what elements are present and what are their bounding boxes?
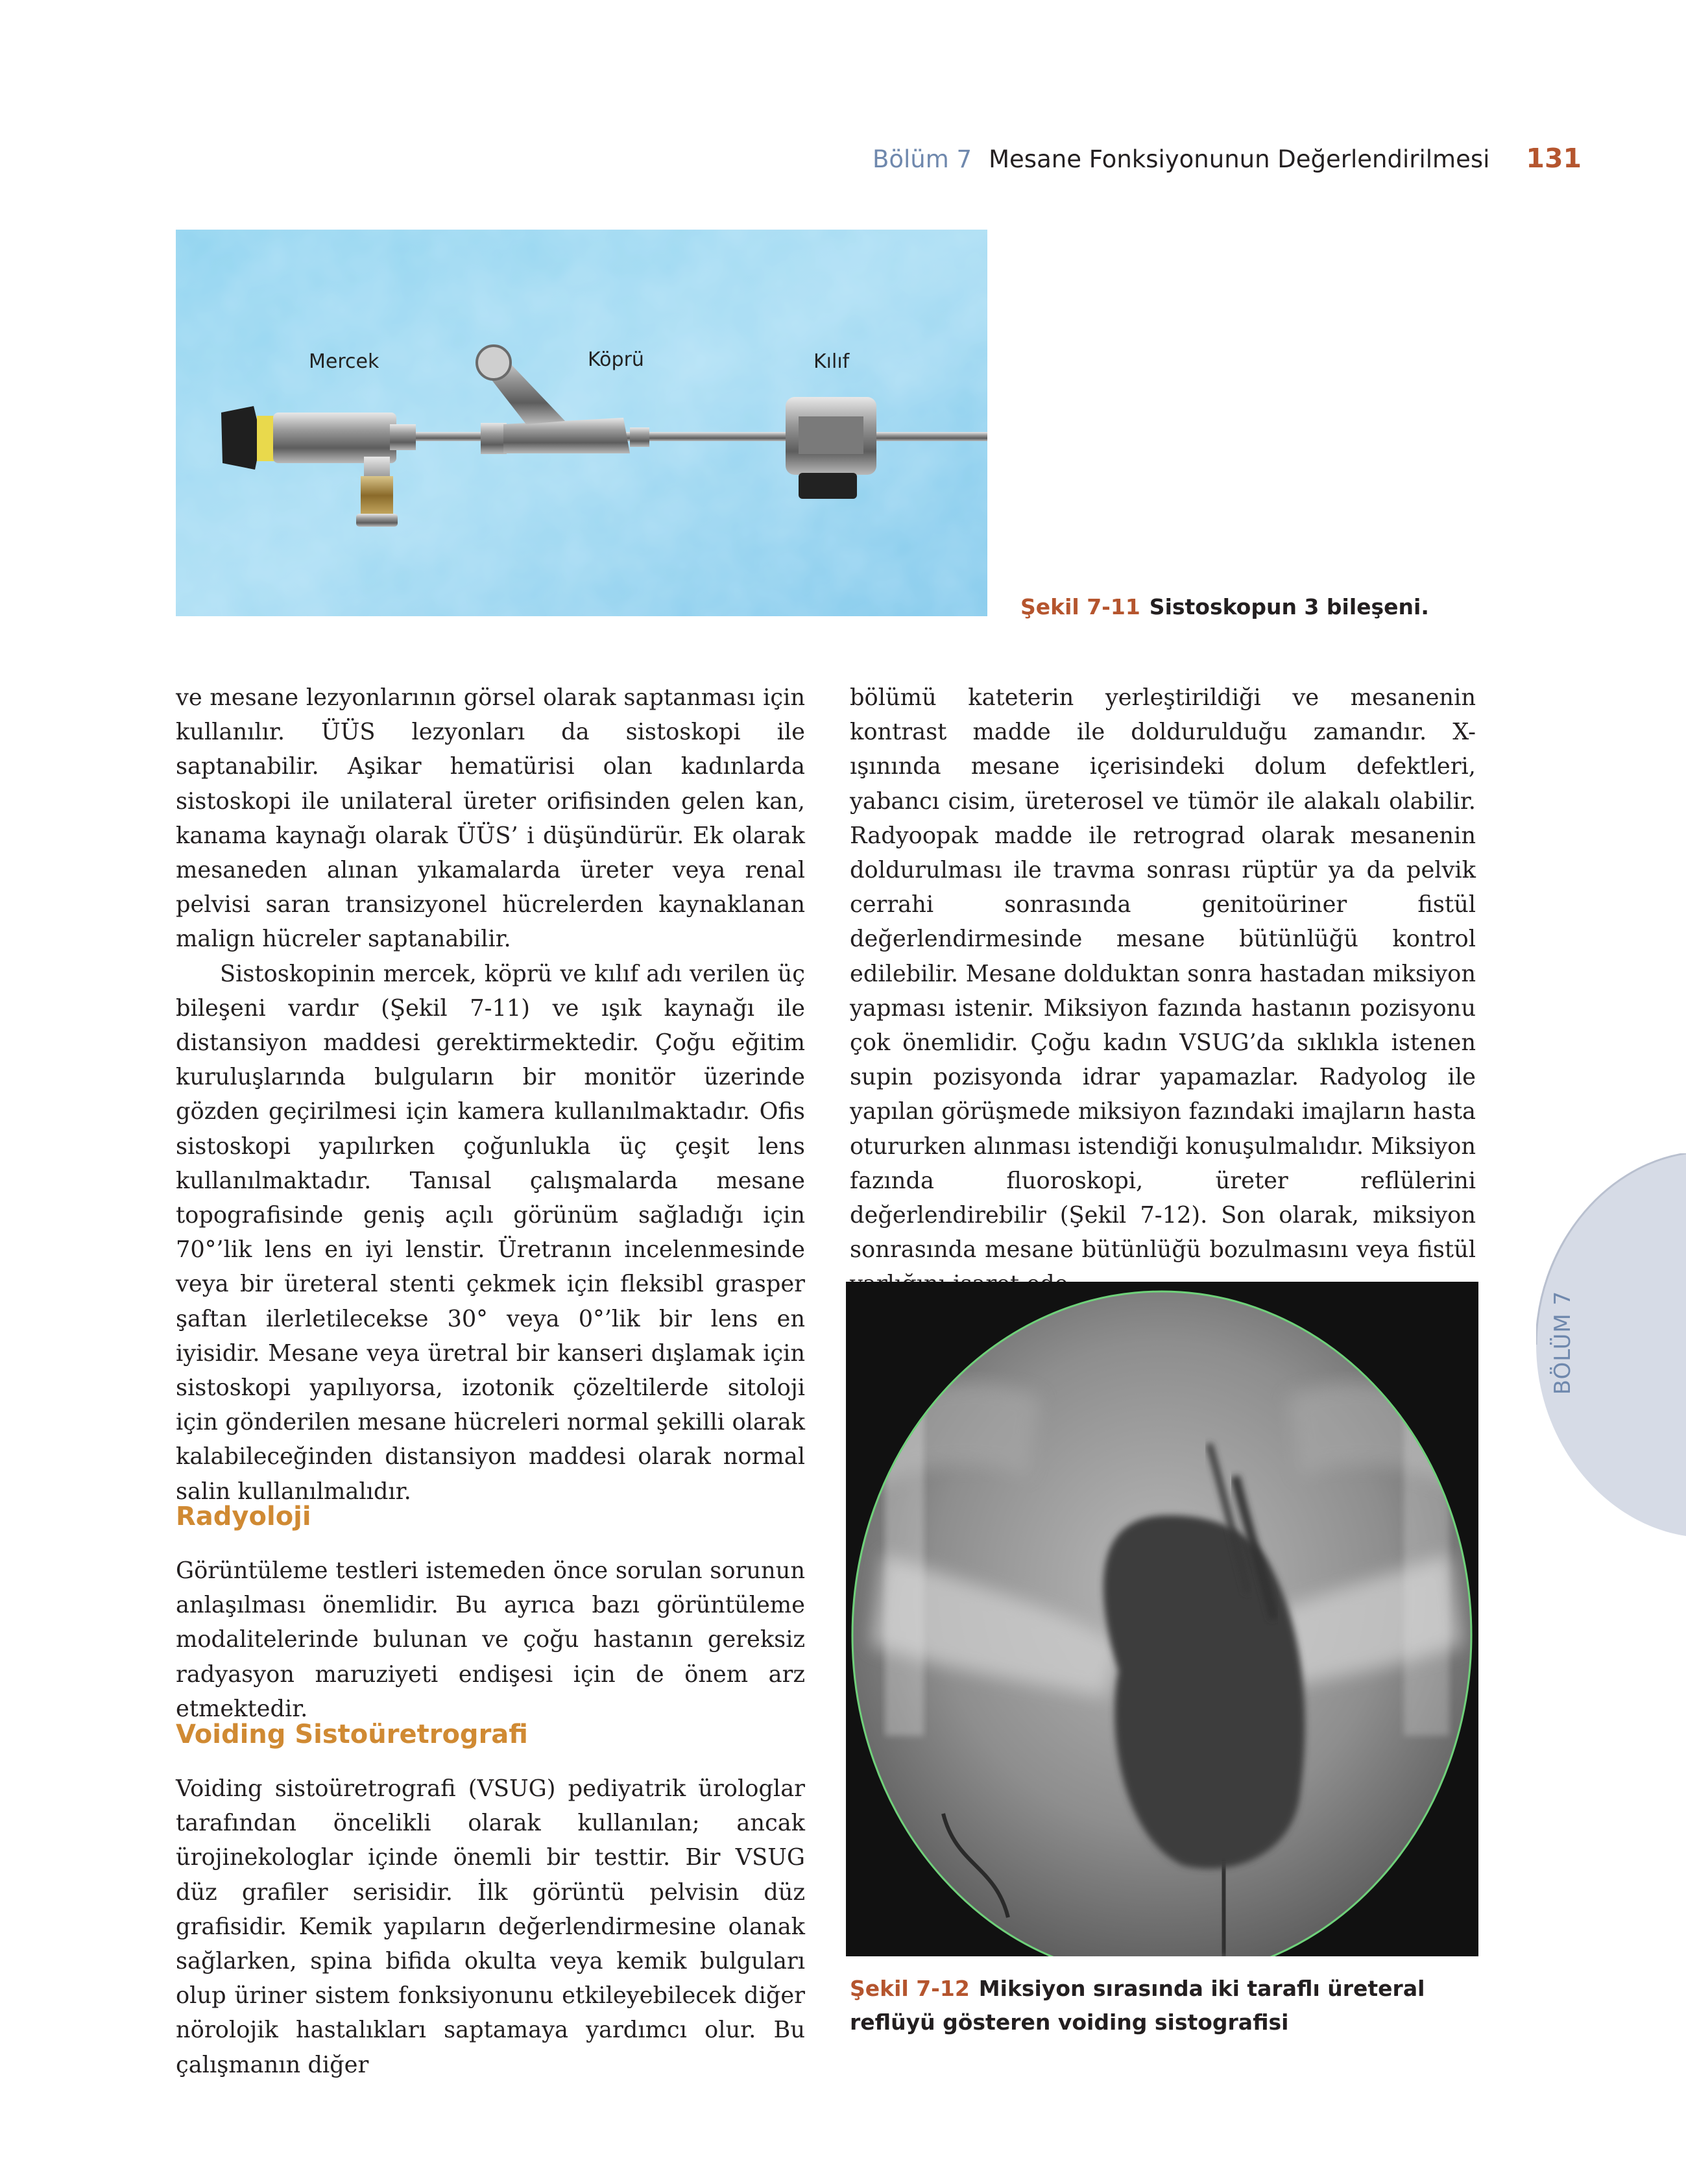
label-kopru: Köprü <box>588 348 644 371</box>
paragraph: ve mesane lezyonlarının görsel olarak saptanması için kullanılır. ÜÜS lezyonları da sistoskopi ile saptanabilir. Aşikar hematürisi olan kadınlarda sistoskopi ile unilateral üreter orifisinden gelen kan, kanama kaynağı olarak ÜÜS’ i düşündürür. Ek olarak mesaneden alınan yıkamalarda üreter veya renal pelvisi saran transizyonel hücrelerden kaynaklanan malign hücreler saptanabilir. <box>176 684 805 953</box>
right-column <box>850 680 1476 1302</box>
left-column <box>176 680 805 1509</box>
figure-12-text: Miksiyon sırasında iki taraflı üreteral reflüyü gösteren voiding sistografisi <box>850 1976 1425 2035</box>
section-heading-voiding: Voiding Sistoüretrografi <box>176 1720 528 1749</box>
label-kilif: Kılıf <box>813 350 850 373</box>
radyoloji-section <box>176 1554 805 1726</box>
paragraph: bölümü kateterin yerleştirildiği ve mesanenin kontrast madde ile doldurulduğu zamandır. X- ışınında mesane içerisindeki dolum defektleri, yabancı cisim, üreterosel ve tümör ile alakalı olabilir. Radyoopak madde ile retrograd olarak mesanenin doldurulması ile travma sonrası rüptür ya da pelvik cerrahi sonrasında genitoüriner fistül değerlendirmesinde mesane bütünlüğü kontrol edilebilir. Mesane dolduktan sonra hastadan miksiyon yapması istenir. Miksiyon fazında hastanın pozisyonu çok önemlidir. Çoğu kadın VSUG’da sıklıkla istenen supin pozisyonda idrar yapamazlar. Radyolog ile yapılan görüşmede miksiyon fazındaki imajların hasta otururken alınması istendiği konuşulmalıdır. Miksiyon fazında fluoroskopi, üreter reflülerini değerlendirebilir (Şekil 7-12). Son olarak, miksiyon sonrasında mesane bütünlüğü bozulmasını veya fistül <box>850 684 1476 1264</box>
figure-11-caption <box>1020 592 1487 623</box>
header-chapter: Bölüm 7 <box>873 145 972 173</box>
figure-11-text: Sistoskopun 3 bileşeni. <box>1149 594 1429 619</box>
header-title: Mesane Fonksiyonunun Değerlendirilmesi <box>989 145 1490 173</box>
figure-11-number: Şekil 7-11 <box>1020 594 1140 619</box>
figure-voiding-cystogram <box>846 1282 1478 1956</box>
page-number: 131 <box>1526 143 1582 174</box>
paragraph: Voiding sistoüretrografi (VSUG) pediyatrik ürologlar tarafından öncelikli olarak kullanılan; ancak ürojinekologlar içinde önemli bir testtir. Bir VSUG düz grafiler serisidir. İlk görüntü pelvisin düz grafisidir. Kemik yapıların değerlendirmesine olanak sağlarken, spina bifida okulta veya kemik bulguları olup üriner sistem fonksiyonunu etkileyebilecek diğer nörolojik hastalıkları saptamaya yardımcı olur. Bu çalışmanın diğer <box>176 1775 805 2078</box>
label-mercek: Mercek <box>309 350 379 373</box>
section-heading-radyoloji: Radyoloji <box>176 1502 311 1531</box>
paragraph: Görüntüleme testleri istemeden önce sorulan sorunun anlaşılması önemlidir. Bu ayrıca bazı görüntüleme modalitelerinde bulunan ve çoğu hastanın gereksiz radyasyon maruziyeti endişesi için de önem arz etmektedir. <box>176 1557 805 1722</box>
figure-cystoscope-photo <box>176 230 987 616</box>
chapter-tab-text: BÖLÜM 7 <box>1550 1290 1576 1395</box>
running-header <box>873 139 1582 178</box>
figure-12-number: Şekil 7-12 <box>850 1976 970 2001</box>
voiding-section <box>176 1771 805 2082</box>
figure-12-caption <box>850 1972 1479 2039</box>
paragraph: Sistoskopinin mercek, köprü ve kılıf adı verilen üç bileşeni vardır (Şekil 7-11) ve ışık kaynağı ile distansiyon maddesi gerektirmektedir. Çoğu eğitim kuruluşlarında bulguların bir monitör üzerinde gözden geçirilmesi için kamera kullanılmaktadır. Ofis sistoskopi yapılırken çoğunlukla üç çeşit lens kullanılmaktadır. Tanısal çalışmalarda mesane topografisinde geniş açılı görünüm sağladığı için 70°’lik lens en iyi lenstir. Üretranın incelenmesinde veya bir üreteral stenti çekmek için fleksibl grasper şaftan ilerletilecekse 30° veya 0°’lik bir lens en iyisidir. Mesane veya üretral bir kanseri dışlamak için sistoskopi yapılıyorsa, izotonik çözeltilerde sitoloji için gönderilen mesane hücreleri normal şekilli olarak kalabileceğinden distansiyon maddesi olarak normal salin kullanılmalıdır. <box>176 960 805 1505</box>
